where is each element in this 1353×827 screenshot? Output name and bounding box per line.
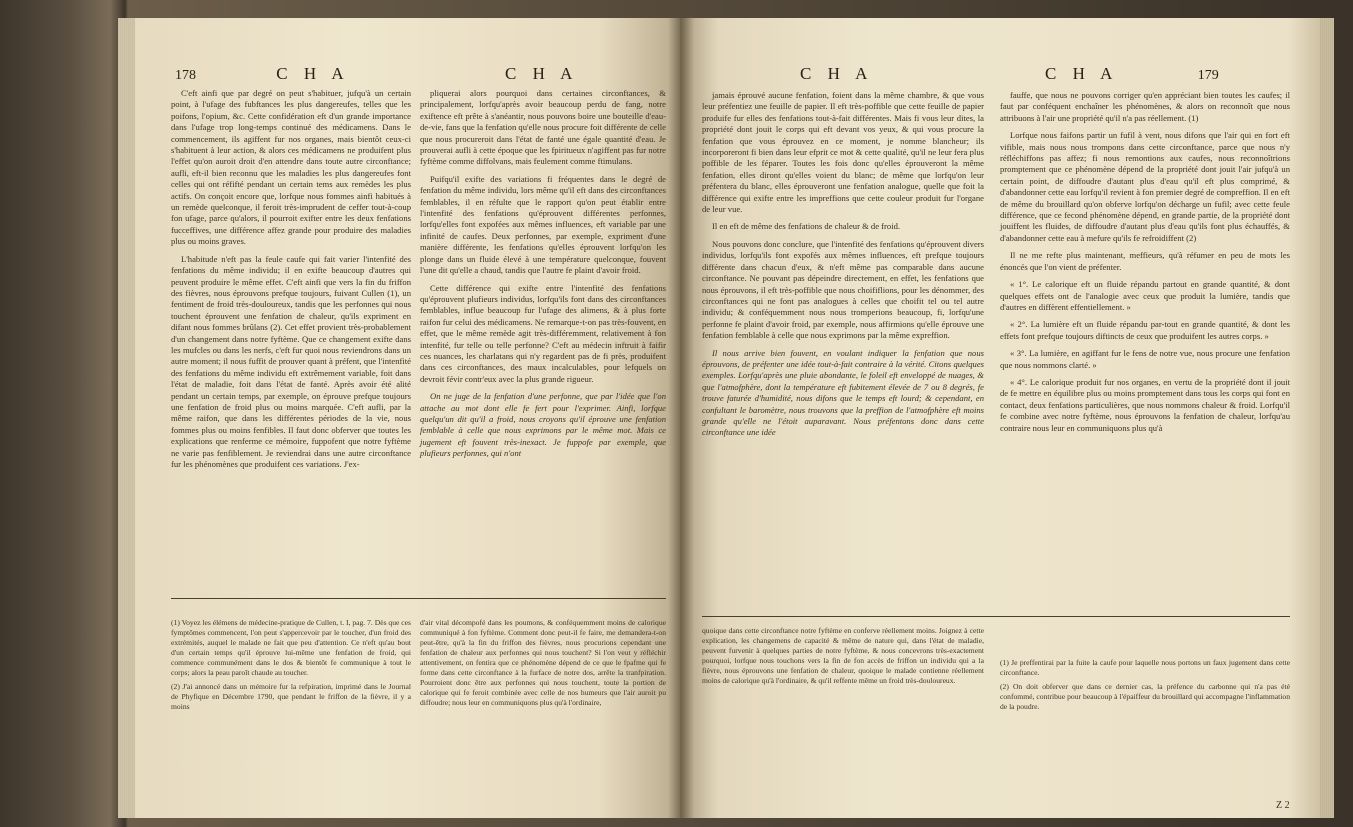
paragraph: Il en eft de même des fenfations de chaleur & de froid. (712, 221, 901, 232)
paragraph: jamais éprouvé aucune fenfation, foient dans la même chambre, & que vous leur préfentiez une feuille de papier. Il eft très-poffible que cette feuille de papier produife fur elles des fenfations tout-à-fait différentes. Mais fi vous leur dites, la propriété dont jouit le corps qui eft devant vos yeux, & qui vous procure la fenfation que vous éprouvez en ce moment, je nomme blancheur; ils incorporeront fi bien dans leur efprit ce mot & cette qualité, qu'il ne leur fera plus poffible de les féparer. Toutes les fois donc qu'elles éprouveront la même fenfation, elles diront qu'elles voient du blanc; de même que lorfqu'on leur préfentera du blanc, elles éprouveront une fenfation analogue, quelle que foit la différence qui exifte entre les impreffions que cette couleur produit fur l'organe de leur vue. (702, 90, 984, 215)
book-gutter (668, 18, 694, 818)
paragraph: Cette différence qui exifte entre l'intenfité des fenfations qu'éprouvent plufieurs individus, lorfqu'ils font dans des circonftances femblables, influe beaucoup fur l'ufage des alimens, & à plus forte raifon fur celui des médicamens. Ne remarque-t-on pas très-fouvent, en effet, que le même remède agit très-différemment, relativement à fon intenfité, fur telle ou telle perfonne? C'eft au médecin inftruit à faifir ces nuances, les charlatans qui n'y regardent pas de fi près, produifent dans ces circonftances, des maux incalculables, pour lefquels on devroit févir contr'eux avec la plus grande rigueur. (420, 282, 666, 384)
signature-mark: Z 2 (1276, 800, 1290, 811)
left-page-header (175, 64, 350, 84)
right-page (680, 18, 1320, 818)
running-head: C H A (1045, 64, 1118, 83)
summary-point: « 4°. Le calorique produit fur nos organes, en vertu de la propriété dont il jouit de fe mettre en équilibre plus ou moins promptement dans tous les corps qui font en contact, deux fenfations particulières, que nous nommons chaleur & froid. Lorfqu'il fe combine avec notre fyftème, nous éprouvons la fenfation de chaleur, lorfqu'au contraire nous leur en communiquons plus qu'à (1000, 376, 1290, 433)
footnote: (2) On doit obferver que dans ce dernier cas, la préfence du carbonne qui n'a pas été confommé, contribue pour beaucoup à l'épaiffeur du brouillard qui accompagne l'inflammation de la poudre. (1000, 682, 1290, 711)
left-column-1 (171, 88, 411, 476)
footnote-rule (702, 616, 1290, 617)
paragraph: C'eft ainfi que par degré on peut s'habituer, jufqu'à un certain point, à l'ufage des fubftances les plus dangereufes, telles que les poifons, l'opium, &c. Cette confidération eft d'un grande importance dans l'ufage trop long-temps continué des médicamens. Dans le commencement, ils agiffent fur nos organes, mais bientôt ceux-ci s'habituent à leur action, & alors ces médicamens ne produifent plus l'effet qu'on auroit droit d'en attendre dans toute autre circonftance; aufli, eft-il bien reconnu que les maladies les plus dangereufes font celles qui ont réfifté pendant un certain tems aux remèdes les plus actifs. On conçoit encore que, lorfque nous fommes ainfi habitués à un remède quelconque, il feroit très-imprudent de ceffer tout-à-coup fon ufage, parce qu'alors, il pourroit exifter entre les deux fenfations fucceffives, une différence affez grande pour produire des maladies plus ou moins graves. (171, 88, 411, 247)
page-number: 178 (175, 68, 196, 83)
footnote-rule (171, 598, 666, 599)
running-head: C H A (276, 64, 350, 83)
paragraph: fauffe, que nous ne pouvons corriger qu'en appréciant bien toutes les caufes; il faut par conféquent enchaîner les phénomènes, & alors on reconnoît que nous attribuons à l'air une propriété qu'il n'a pas réellement. (1) (1000, 90, 1290, 123)
paragraph: Lorfque nous faifons partir un fufil à vent, nous difons que l'air qui en fort eft vifible, mais nous nous trompons dans cette circonftance, parce que nous n'y réfléchiffons pas affez; fi nous remontions aux caufes, nous reconnoîtrions promptement que ce phénomène dépend de la propriété dont jouit l'air jufqu'à un certain point, de diffoudre d'autant plus d'eau qu'il eft plus comprimé, & d'abandonner cette eau lorfqu'il revient à fon premier degré de compreffion. Il en eft de même du brouillard qu'on obferve lorfqu'on décharge un fufil; avec cette feule différence, que ce fecond phénomène dépend, en grande partie, de la propriété dont jouiffent les fluides, de diffoudre d'autant plus d'eau qu'ils font plus échauffés, & d'abandonner cette eau à mefure qu'ils fe refroidiffent (2) (1000, 130, 1290, 243)
footnote: d'air vital décompofé dans les poumons, & conféquemment moins de calorique communiqué à fon fyftème. Comment donc peut-il fe faire, me demandera-t-on peut-être, qu'à la fin du friffon des fièvres, nous procurions cependant une fenfation de chaleur aux perfonnes qui nous touchent? Si l'on veut y réfléchir attentivement, on fentira que ce phénomène dépend de ce que le fpafme qui fe forme dans cette circonftance à la furface de notre dos, arrête la tranfpiration. Pourroient donc être aux perfonnes qui nous touchent, toute la portion de calorique qui fe feroit combinée avec celle de nos humeurs que l'air auroit pu diffoudre; nous leur en communiquons plus qu'à l'ordinaire, (420, 618, 666, 707)
paragraph: Nous pouvons donc conclure, que l'intenfité des fenfations qu'éprouvent divers individus, lorfqu'ils font expofés aux mêmes influences, eft prefque toujours différente dans chacun d'eux, & n'eft même pas comparable dans aucune circonftance. Ne pouvant pas dépeindre directement, en effet, les fenfations que nous éprouvons, il eft très-poffible que nous choififlions, pour les dénommer, des circonftances qui ne font pas analogues à celles que choifit tel ou tel autre individu; & conféquemment nous nous tromperions beaucoup, fi, lorfqu'une perfonne fe plaint d'avoir froid, par exemple, nous affirmions qu'elle éprouve une fenfation femblable à celle que nous exprimons par la même expreffion. (702, 238, 984, 341)
footnotes-left-col2 (420, 618, 666, 712)
footnote: (1) Voyez les élémens de médecine-pratique de Cullen, t. I, pag. 7. Dès que ces fymptômes commencent, l'on peut s'appercevoir par le toucher, d'un froid des extrémités, auquel le malade ne fait que peu d'attention. Ce n'eft qu'au bout d'un certain temps qu'il éprouve lui-même une fenfation de froid, qui commence communément dans le dos & bientôt fe communique à tout le corps; alors la peau paroît chaude au toucher. (171, 618, 411, 677)
footnotes-right-col2 (1000, 658, 1290, 716)
right-page-header (800, 64, 873, 84)
summary-point: « 3°. La lumière, en agiffant fur le fens de notre vue, nous procure une fenfation que nous nommons clarté. » (1000, 348, 1290, 370)
running-head: C H A (505, 64, 579, 83)
summary-point: « 2°. La lumière eft un fluide répandu par-tout en grande quantité, & dont les effets font prefque toujours diftincts de ceux que produifent les autres corps. » (1000, 319, 1290, 341)
paragraph: Puifqu'il exifte des variations fi fréquentes dans le degré de fenfation du même individu, lors même qu'il eft dans des circonftances femblables, il en réfulte que le rapport qu'on peut établir entre l'intenfité des fenfations qu'éprouvent différentes perfonnes, lorfqu'elles font expofées aux mêmes influences, eft variable par une infinité de caufes. Deux perfonnes, par exemple, expriment d'une manière différente, les fenfations qu'elles éprouvent lorfqu'on les plonge dans un fluide élevé à une température quelconque, fouvent l'une dit qu'elle a chaud, tandis que l'autre fe plaint d'avoir froid. (420, 173, 666, 276)
page-number: 179 (1197, 68, 1219, 83)
footnote: (2) J'ai annoncé dans un mémoire fur la refpiration, imprimé dans le Journal de Phyfique en Décembre 1790, que pendant le friffon de la fièvre, il y a moins (171, 682, 411, 711)
right-page-header-right (1045, 64, 1219, 84)
left-column-2 (420, 88, 666, 466)
footnotes-left-col1 (171, 618, 411, 716)
paragraph: Il ne me refte plus maintenant, meffieurs, qu'à réfumer en peu de mots les énoncés que l'on vient de préfenter. (1000, 250, 1290, 272)
footnote: (1) Je preffentirai par la fuite la caufe pour laquelle nous portons un faux jugement dans cette circonftance. (1000, 658, 1290, 677)
footnote: quoique dans cette circonftance notre fyftème en conferve réellement moins. Joignez à cette explication, les changemens de capacité & même de nature qui, dans l'état de maladie, peuvent furvenir à quelques parties de notre fyftème, & nous concevrons très-exactement pourquoi, lorfque nous touchons vers la fin de fon accès de friffon un individu qui a la fièvre, nous éprouvons une fenfation de chaleur, quoique le malade contienne réellement moins de calorique qu'à l'ordinaire, & qu'il reffente même un froid très-douloureux. (702, 626, 984, 685)
paragraph: On ne juge de la fenfation d'une perfonne, que par l'idée que l'on attache au mot dont elle fe fert pour l'exprimer. Ainfi, lorfque quelqu'un dit qu'il a froid, nous croyons qu'il éprouve une fenfation femblable à celle que nous exprimons par le même mot. Mais ce jugement eft fouvent très-inexact. Je fuppofe par exemple, que plufieurs perfonnes, qui n'ont (420, 391, 666, 459)
right-column-1 (702, 90, 984, 445)
summary-point: « 1°. Le calorique eft un fluide répandu partout en grande quantité, & dont quelques effets ont de l'analogie avec ceux que produit la lumière, tandis que d'autres en diffèrent effentiellement. » (1000, 279, 1290, 312)
paragraph: pliquerai alors pourquoi dans certaines circonftances, & principalement, lorfqu'après avoir beaucoup perdu de fang, notre exiftence eft prête à s'anéantir, nous pouvons boire une bouteille d'eau-de-vie, fans que la fenfation qu'elle nous procure foit différente de celle que nous procureroit dans l'état de fanté une égale quantité d'eau. Je prouverai aufli à cette époque que les fpiritueux n'agiffent pas fur notre fyftème comme diffolvans, mais feulement comme ftimulans. (420, 88, 666, 167)
right-page-stack-edge (1320, 18, 1334, 818)
paragraph: Il nous arrive bien fouvent, en voulant indiquer la fenfation que nous éprouvons, de préfenter une idée tout-à-fait contraire à la vérité. Citons quelques exemples. Lorfqu'après une pluie abondante, le foleil eft enveloppé de nuages, & que l'atmofphère, dont la température eft fubitement élevée de 7 ou 8 degrés, fe trouve faturée d'humidité, nous difons que le temps eft lourd; & cependant, en confultant le baromètre, nous trouvons que la preffion de l'atmofphère eft moins grande qu'elle ne l'étoit auparavant. Nous préfentons donc dans cette circonftance une idée (702, 347, 984, 438)
left-page-stack-edge (118, 18, 135, 818)
footnotes-right-col1 (702, 626, 984, 690)
left-page-header-right (505, 64, 578, 84)
running-head: C H A (800, 64, 874, 83)
left-page (135, 18, 680, 818)
paragraph: L'habitude n'eft pas la feule caufe qui fait varier l'intenfité des fenfations du même individu; il en exifte beaucoup d'autres qui peuvent produire le même effet. C'eft ainfi que vers la fin du friffon des fièvres, nous éprouvons prefque toujours, fuivant Cullen (1), un fentiment de froid très-douloureux, tandis que les perfonnes qui nous touchent éprouvent une fenfation de chaleur, qu'ils expriment en difant nous fommes brûlans (2). Cet effet provient très-probablement d'un changement dans notre fyftème. Que ce changement exifte dans les mufcles ou dans les nerfs, c'eft fur quoi nous reviendrons dans un autre moment; il nous fuffit de prouver quant à préfent, que l'intenfité des fenfations du même individu eft extrêmement variable, foit dans l'état de maladie, foit dans l'état de fanté. Après avoir été alité pendant un certain temps, par exemple, on éprouve prefque toujours une fenfation de froid plus ou moins marquée. C'eft aufli, par la même raifon, que dans les différentes périodes de la vie, nous fommes plus ou moins fenfibles. Il faut donc obferver que toutes les explications que renferme ce mémoire, fuppofent que notre fyftème ne varie pas fenfiblement. Je reviendrai dans une autre circonftance fur les phénomènes que produifent ces variations. J'ex- (171, 253, 411, 469)
right-column-2 (1000, 90, 1290, 440)
